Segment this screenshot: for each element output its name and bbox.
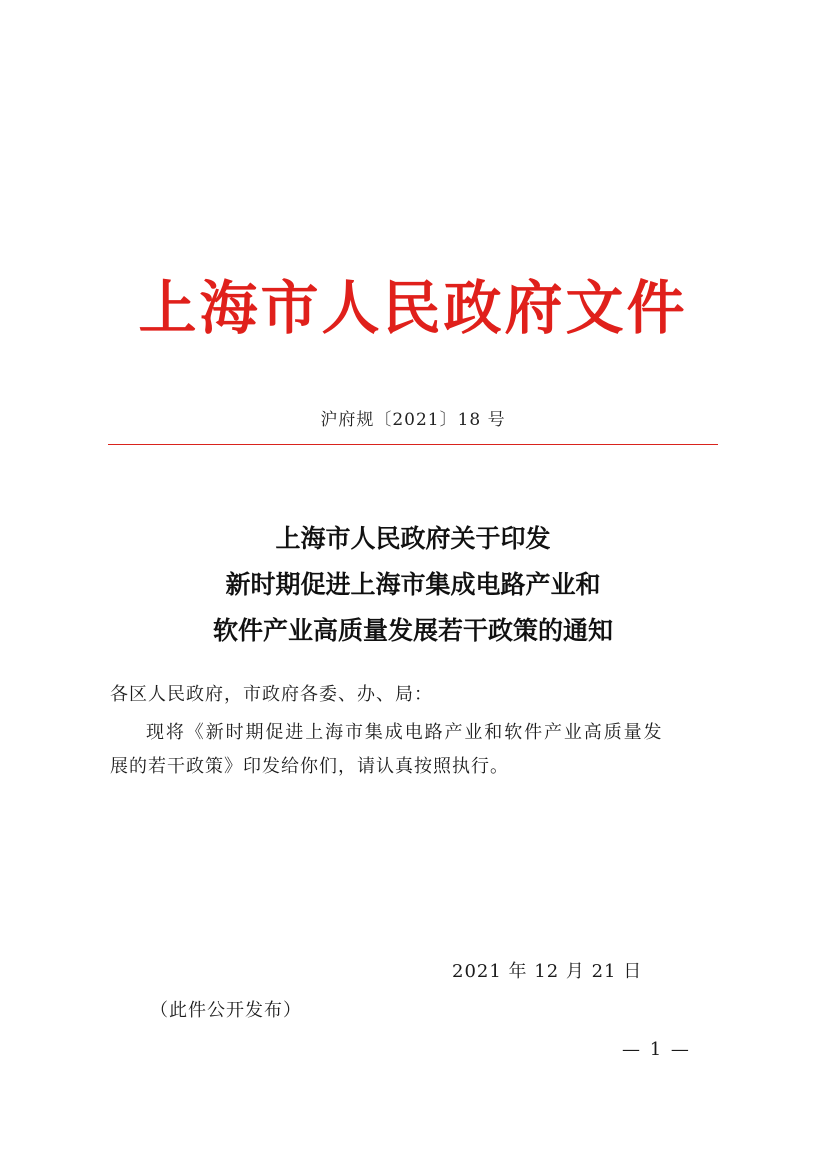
issue-date: 2021 年 12 月 21 日 xyxy=(452,961,643,982)
notice-title-line: 上海市人民政府关于印发 xyxy=(275,524,551,553)
page-number: — 1 — xyxy=(622,1039,691,1060)
notice-title-line: 软件产业高质量发展若干政策的通知 xyxy=(212,616,613,645)
body-paragraph-line: 现将《新时期促进上海市集成电路产业和软件产业高质量发 xyxy=(146,722,664,743)
notice-title-line: 新时期促进上海市集成电路产业和 xyxy=(225,570,601,599)
notice-title xyxy=(0,516,826,654)
public-release-note: （此件公开发布） xyxy=(150,1000,302,1021)
addressee: 各区人民政府，市政府各委、办、局： xyxy=(110,684,433,705)
body-paragraph-line: 展的若干政策》印发给你们，请认真按照执行。 xyxy=(110,756,509,777)
notice-body xyxy=(110,716,718,784)
document-header-title: 上海市人民政府文件 xyxy=(138,274,688,342)
document-number: 沪府规〔2021〕18 号 xyxy=(320,410,506,430)
header-divider xyxy=(108,444,718,445)
